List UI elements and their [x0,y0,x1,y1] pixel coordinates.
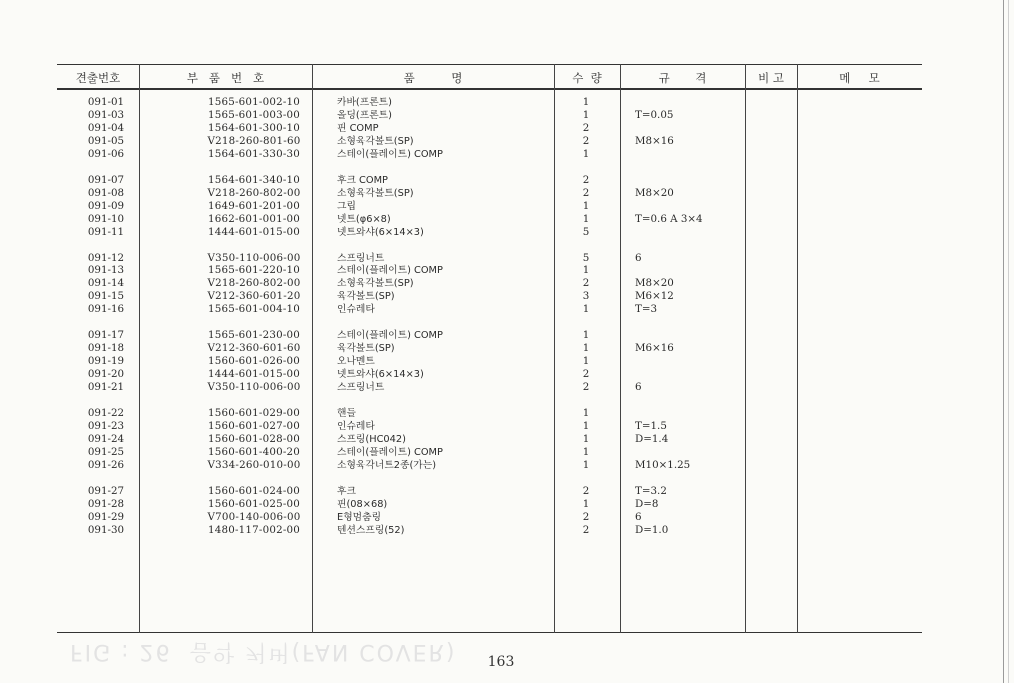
table-row [57,355,922,368]
table-row [57,342,922,355]
row-number: 091-19 [87,355,125,368]
row-quantity: 2 [582,186,590,199]
row-spec: T=0.05 [635,108,674,121]
row-part-name: 인슈레타 [337,304,375,316]
row-part-number: V350-110-006-00 [207,251,301,264]
table-row [57,407,922,420]
row-part-name: 넷트와샤(6×14×3) [337,369,424,381]
row-quantity: 1 [582,497,590,510]
row-number: 091-03 [87,108,125,121]
header-spec: 규 격 [658,71,707,85]
row-part-number: V212-360-601-20 [207,290,301,303]
table-top-rule [57,64,922,65]
row-spec: M8×20 [635,186,674,199]
row-quantity: 1 [582,419,590,432]
row-number: 091-27 [87,484,125,497]
row-part-number: V218-260-801-60 [207,134,301,147]
row-quantity: 2 [582,121,590,134]
row-quantity: 2 [582,277,590,290]
row-part-number: 1564-601-340-10 [207,173,301,186]
row-part-name: 스프링너트 [337,252,385,264]
row-quantity: 1 [582,199,590,212]
row-number: 091-16 [87,303,125,316]
row-part-name: 넷트(φ6×8) [337,213,391,225]
row-spec: M8×20 [635,277,674,290]
row-number: 091-10 [87,212,125,225]
row-spec: M6×12 [635,290,674,303]
parts-table [57,64,922,634]
row-part-number: 1560-601-027-00 [207,419,301,432]
table-row [57,433,922,446]
row-part-name: 스프링(HC042) [337,433,406,445]
table-row [57,96,922,109]
header-part-name: 품 명 [403,71,463,85]
table-row [57,187,922,200]
row-part-name: 스프링너트 [337,382,385,394]
row-part-number: V700-140-006-00 [207,510,301,523]
row-part-number: 1480-117-002-00 [207,523,301,536]
table-row [57,381,922,394]
header-memo: 메 모 [839,71,880,85]
row-part-number: V334-260-010-00 [207,458,301,471]
row-spec: T=1.5 [635,419,667,432]
table-row [57,420,922,433]
row-number: 091-28 [87,497,125,510]
row-number: 091-18 [87,342,125,355]
table-header [57,66,922,90]
row-part-number: 1560-601-024-00 [207,484,301,497]
row-number: 091-23 [87,419,125,432]
row-part-name: 오나멘트 [337,356,375,368]
row-quantity: 2 [582,510,590,523]
row-quantity: 1 [582,108,590,121]
table-row [57,524,922,537]
table-row [57,122,922,135]
row-quantity: 2 [582,381,590,394]
table-row [57,213,922,226]
row-quantity: 1 [582,432,590,445]
row-part-number: V218-260-802-00 [207,186,301,199]
row-number: 091-01 [87,96,125,108]
row-part-number: 1560-601-025-00 [207,497,301,510]
row-part-name: 후크 COMP [337,174,388,186]
row-part-number: 1565-601-004-10 [207,303,301,316]
row-number: 091-22 [87,407,125,419]
row-part-name: 인슈레타 [337,420,375,432]
row-quantity: 1 [582,407,590,419]
row-part-number: 1662-601-001-00 [207,212,301,225]
row-spec: 6 [635,510,642,523]
table-row [57,485,922,498]
row-part-name: 카바(프론트) [337,97,392,108]
table-row [57,277,922,290]
row-number: 091-12 [87,251,125,264]
row-part-number: 1560-601-400-20 [207,445,301,458]
row-number: 091-30 [87,523,125,536]
table-row [57,498,922,511]
row-quantity: 5 [582,225,590,238]
table-row [57,109,922,122]
row-number: 091-25 [87,445,125,458]
row-part-number: 1565-601-220-10 [207,264,301,277]
row-spec: D=8 [635,497,659,510]
row-part-number: V218-260-802-00 [207,277,301,290]
row-part-number: V350-110-006-00 [207,381,301,394]
row-part-name: 텐션스프링(52) [337,524,405,536]
row-part-name: 육각볼트(SP) [337,291,395,303]
row-part-name: E형멈춤링 [337,511,382,523]
row-quantity: 2 [582,523,590,536]
row-part-name: 핀(08×68) [337,498,388,510]
row-number: 091-04 [87,121,125,134]
table-row [57,329,922,342]
row-number: 091-20 [87,368,125,381]
row-number: 091-06 [87,147,125,160]
row-part-name: 그립 [337,200,356,212]
row-part-name: 핸들 [337,408,356,419]
table-row [57,459,922,472]
table-row [57,368,922,381]
row-part-name: 스테이(플레이트) COMP [337,330,443,342]
row-part-name: 스테이(플레이트) COMP [337,265,443,277]
table-row [57,135,922,148]
row-part-number: 1565-601-002-10 [207,96,301,108]
row-spec: M8×16 [635,134,674,147]
header-quantity: 수 량 [572,71,602,85]
bleed-through-title: FIG : 26 음악 커버(FAN COVER) [70,639,457,664]
row-quantity: 1 [582,147,590,160]
row-number: 091-24 [87,432,125,445]
row-quantity: 5 [582,251,590,264]
row-part-name: 올딩(프론트) [337,109,392,121]
row-number: 091-29 [87,510,125,523]
row-quantity: 1 [582,96,590,108]
row-part-number: 1560-601-026-00 [207,355,301,368]
row-spec: D=1.4 [635,432,669,445]
row-number: 091-09 [87,199,125,212]
row-spec: T=3.2 [635,484,667,497]
row-quantity: 1 [582,458,590,471]
page-edge-line-2 [1008,0,1009,683]
row-quantity: 2 [582,368,590,381]
row-part-number: 1444-601-015-00 [207,368,301,381]
row-number: 091-17 [87,329,125,342]
row-spec: 6 [635,251,642,264]
row-quantity: 1 [582,212,590,225]
row-spec: M10×1.25 [635,458,691,471]
row-part-number: 1564-601-330-30 [207,147,301,160]
row-part-number: 1564-601-300-10 [207,121,301,134]
row-part-name: 소형육각볼트(SP) [337,187,414,199]
row-part-name: 후크 [337,485,356,497]
row-number: 091-11 [87,225,125,238]
row-quantity: 1 [582,303,590,316]
table-row [57,148,922,161]
row-part-name: 스테이(플레이트) COMP [337,148,443,160]
row-spec: T=3 [635,303,658,316]
row-part-number: V212-360-601-60 [207,342,301,355]
row-number: 091-14 [87,277,125,290]
row-quantity: 1 [582,355,590,368]
row-part-name: 소형육각너트2종(가는) [337,459,437,471]
table-row [57,264,922,277]
row-quantity: 1 [582,342,590,355]
row-part-number: 1560-601-029-00 [207,407,301,419]
page-number: 163 [487,654,515,670]
row-spec: 6 [635,381,642,394]
row-part-number: 1649-601-201-00 [207,199,301,212]
table-row [57,200,922,213]
table-row [57,446,922,459]
row-part-name: 육각볼트(SP) [337,343,395,355]
row-number: 091-08 [87,186,125,199]
row-part-name: 핀 COMP [337,122,379,134]
table-row [57,252,922,265]
row-number: 091-13 [87,264,125,277]
row-quantity: 1 [582,445,590,458]
row-part-name: 스테이(플레이트) COMP [337,446,443,458]
row-part-number: 1560-601-028-00 [207,432,301,445]
table-row [57,226,922,239]
row-spec: M6×16 [635,342,674,355]
row-quantity: 2 [582,484,590,497]
row-quantity: 2 [582,173,590,186]
row-quantity: 2 [582,134,590,147]
row-part-name: 소형육각볼트(SP) [337,278,414,290]
row-quantity: 1 [582,329,590,342]
table-row [57,303,922,316]
table-bottom-rule [57,632,922,633]
row-quantity: 3 [582,290,590,303]
table-row [57,511,922,524]
row-quantity: 1 [582,264,590,277]
row-part-number: 1444-601-015-00 [207,225,301,238]
header-note: 비 고 [758,71,784,85]
header-no: 견출번호 [75,71,121,85]
table-row [57,290,922,303]
page-edge-line [1003,0,1004,683]
row-number: 091-07 [87,173,125,186]
row-part-name: 넷트와샤(6×14×3) [337,226,424,238]
header-part-number: 부 품 번 호 [186,71,265,85]
row-number: 091-26 [87,458,125,471]
row-spec: T=0.6 A 3×4 [635,212,703,225]
row-number: 091-15 [87,290,125,303]
table-row [57,174,922,187]
row-number: 091-21 [87,381,125,394]
row-number: 091-05 [87,134,125,147]
row-part-name: 소형육각볼트(SP) [337,135,414,147]
row-part-number: 1565-601-230-00 [207,329,301,342]
row-spec: D=1.0 [635,523,669,536]
row-part-number: 1565-601-003-00 [207,108,301,121]
